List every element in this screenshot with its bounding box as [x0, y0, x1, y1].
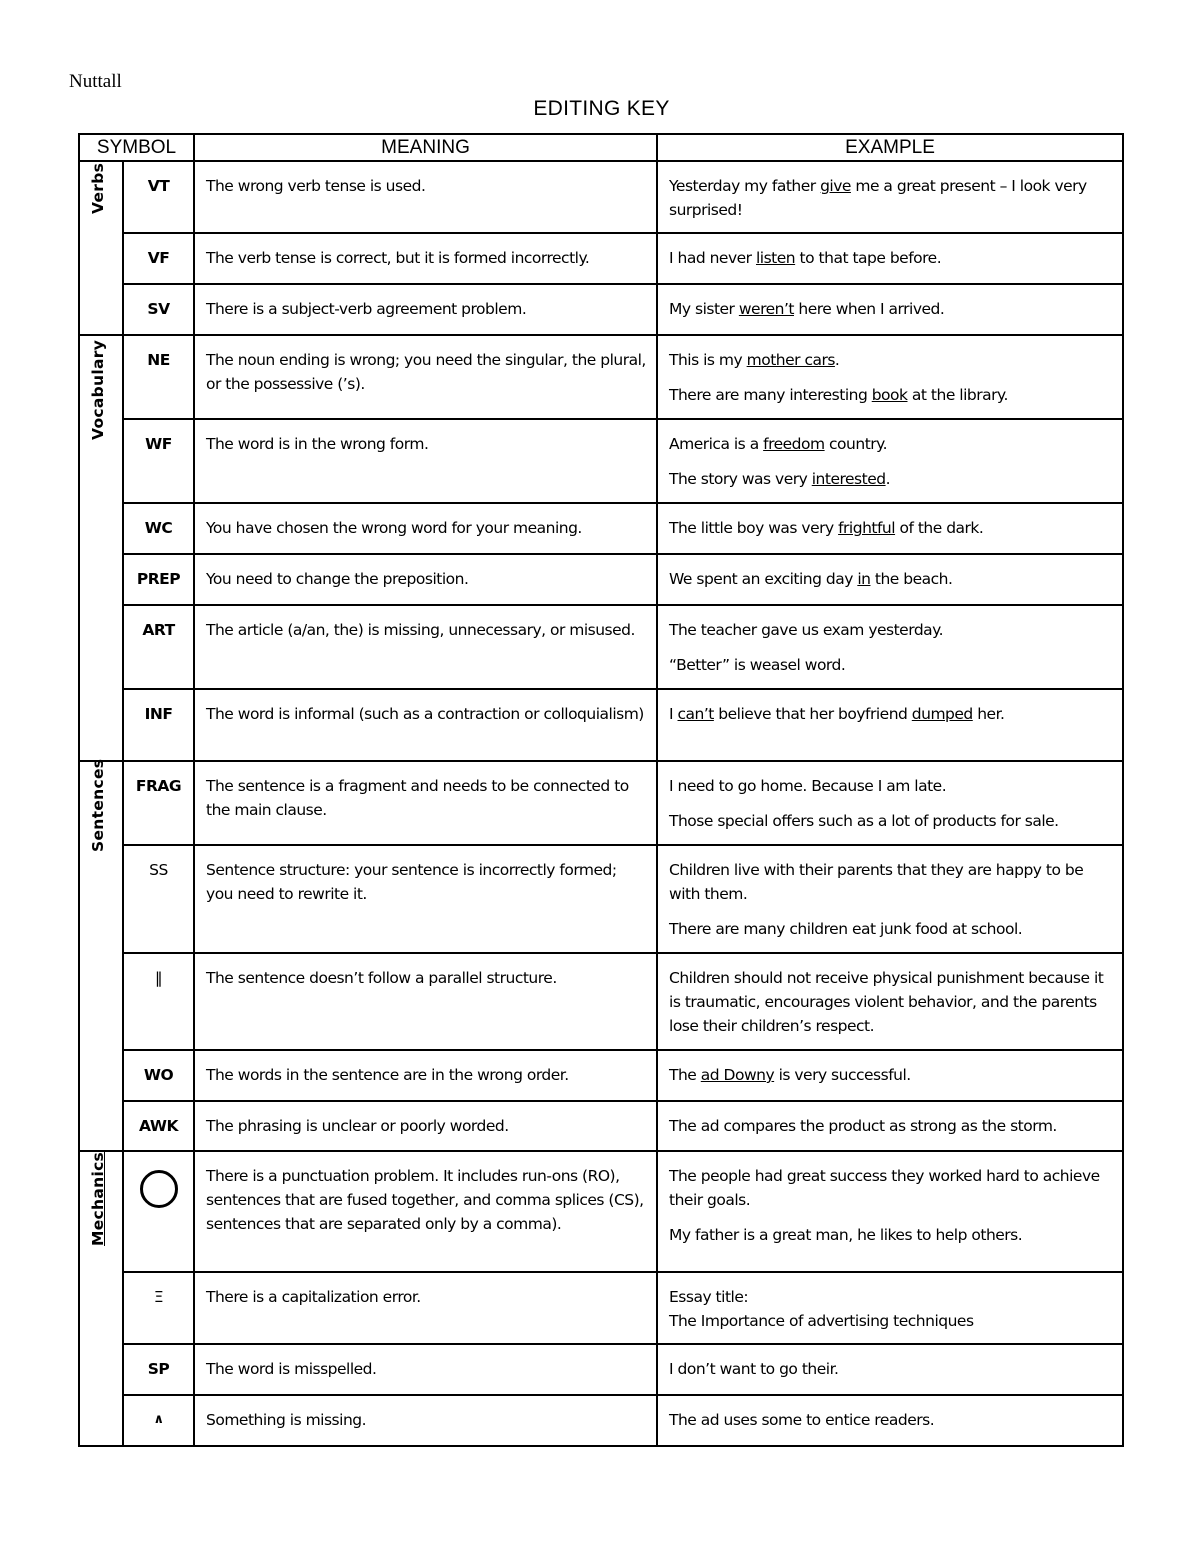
caret-symbol-icon: ∧ — [123, 1395, 194, 1446]
table-row — [79, 554, 1123, 605]
example-cell: I can’t believe that her boyfriend dumped her. — [657, 689, 1123, 761]
table-row — [79, 1395, 1123, 1446]
symbol-cell — [123, 1151, 194, 1272]
meaning-cell: The word is informal (such as a contraction or colloquialism) — [194, 689, 657, 761]
symbol-cell: WF — [123, 419, 194, 503]
example-cell: I had never listen to that tape before. — [657, 233, 1123, 284]
symbol-cell: AWK — [123, 1101, 194, 1151]
example-cell: The ad Downy is very successful. — [657, 1050, 1123, 1101]
column-header-meaning: MEANING — [194, 134, 657, 161]
symbol-cell: FRAG — [123, 761, 194, 845]
meaning-cell: The sentence is a fragment and needs to be connected to the main clause. — [194, 761, 657, 845]
example-cell: Children should not receive physical punishment because it is traumatic, encourages violent behavior, and the parents lose their children’s respect. — [657, 953, 1123, 1050]
symbol-cell: PREP — [123, 554, 194, 605]
symbol-cell: WO — [123, 1050, 194, 1101]
table-row — [79, 233, 1123, 284]
example-cell: The ad uses some to entice readers. — [657, 1395, 1123, 1446]
example-cell: The people had great success they worked hard to achieve their goals. My father is a great man, he likes to help others. — [657, 1151, 1123, 1272]
table-row — [79, 605, 1123, 689]
meaning-cell: You need to change the preposition. — [194, 554, 657, 605]
table-row — [79, 953, 1123, 1050]
example-cell: We spent an exciting day in the beach. — [657, 554, 1123, 605]
meaning-cell: The word is misspelled. — [194, 1344, 657, 1395]
symbol-cell: NE — [123, 335, 194, 419]
meaning-cell: You have chosen the wrong word for your meaning. — [194, 503, 657, 554]
example-cell: This is my mother cars. There are many interesting book at the library. — [657, 335, 1123, 419]
category-label: Verbs — [89, 162, 107, 214]
meaning-cell: Something is missing. — [194, 1395, 657, 1446]
meaning-cell: The phrasing is unclear or poorly worded. — [194, 1101, 657, 1151]
example-cell: Yesterday my father give me a great present – I look very surprised! — [657, 161, 1123, 233]
meaning-cell: The words in the sentence are in the wrong order. — [194, 1050, 657, 1101]
table-row — [79, 419, 1123, 503]
example-cell: The little boy was very frightful of the dark. — [657, 503, 1123, 554]
table-row — [79, 503, 1123, 554]
column-header-symbol: SYMBOL — [79, 134, 194, 161]
example-cell: The teacher gave us exam yesterday. “Better” is weasel word. — [657, 605, 1123, 689]
example-cell: I don’t want to go their. — [657, 1344, 1123, 1395]
table-row — [79, 761, 1123, 845]
category-verbs — [79, 161, 123, 335]
meaning-cell: There is a punctuation problem. It includes run-ons (RO), sentences that are fused together, and comma splices (CS), sentences that are separated only by a comma). — [194, 1151, 657, 1272]
example-cell: My sister weren’t here when I arrived. — [657, 284, 1123, 335]
table-row — [79, 335, 1123, 419]
symbol-cell: INF — [123, 689, 194, 761]
table-row — [79, 689, 1123, 761]
meaning-cell: The verb tense is correct, but it is formed incorrectly. — [194, 233, 657, 284]
meaning-cell: Sentence structure: your sentence is incorrectly formed; you need to rewrite it. — [194, 845, 657, 953]
meaning-cell: The noun ending is wrong; you need the singular, the plural, or the possessive (’s). — [194, 335, 657, 419]
table-row — [79, 845, 1123, 953]
symbol-cell: SP — [123, 1344, 194, 1395]
example-cell: Children live with their parents that they are happy to be with them. There are many children eat junk food at school. — [657, 845, 1123, 953]
meaning-cell: There is a subject-verb agreement problem. — [194, 284, 657, 335]
category-label: Sentences — [89, 758, 107, 852]
symbol-cell: VF — [123, 233, 194, 284]
table-header-row — [79, 134, 1123, 161]
author-name: Nuttall — [69, 71, 122, 92]
example-cell: I need to go home. Because I am late. Those special offers such as a lot of products for sale. — [657, 761, 1123, 845]
symbol-cell: WC — [123, 503, 194, 554]
meaning-cell: There is a capitalization error. — [194, 1272, 657, 1344]
column-header-example: EXAMPLE — [657, 134, 1123, 161]
capitalization-symbol-icon: Ξ — [123, 1272, 194, 1344]
symbol-cell: SV — [123, 284, 194, 335]
table-row — [79, 1101, 1123, 1151]
parallel-symbol-icon: ‖ — [123, 953, 194, 1050]
table-row — [79, 1050, 1123, 1101]
page-title: EDITING KEY — [533, 97, 670, 120]
table-row — [79, 1344, 1123, 1395]
example-cell: Essay title: The Importance of advertising techniques — [657, 1272, 1123, 1344]
circle-icon — [140, 1170, 178, 1208]
table-row — [79, 1272, 1123, 1344]
table-row — [79, 161, 1123, 233]
category-label: Vocabulary — [89, 339, 107, 440]
meaning-cell: The wrong verb tense is used. — [194, 161, 657, 233]
meaning-cell: The word is in the wrong form. — [194, 419, 657, 503]
symbol-cell: SS — [123, 845, 194, 953]
table-row — [79, 284, 1123, 335]
category-mechanics — [79, 1151, 123, 1446]
category-label: Mechanics — [89, 1151, 107, 1246]
table-row — [79, 1151, 1123, 1272]
example-cell: America is a freedom country. The story was very interested. — [657, 419, 1123, 503]
example-cell: The ad compares the product as strong as the storm. — [657, 1101, 1123, 1151]
meaning-cell: The sentence doesn’t follow a parallel structure. — [194, 953, 657, 1050]
symbol-cell: VT — [123, 161, 194, 233]
category-vocabulary — [79, 335, 123, 761]
symbol-cell: ART — [123, 605, 194, 689]
category-sentences — [79, 758, 123, 1151]
editing-key-table — [78, 133, 1124, 1447]
meaning-cell: The article (a/an, the) is missing, unnecessary, or misused. — [194, 605, 657, 689]
